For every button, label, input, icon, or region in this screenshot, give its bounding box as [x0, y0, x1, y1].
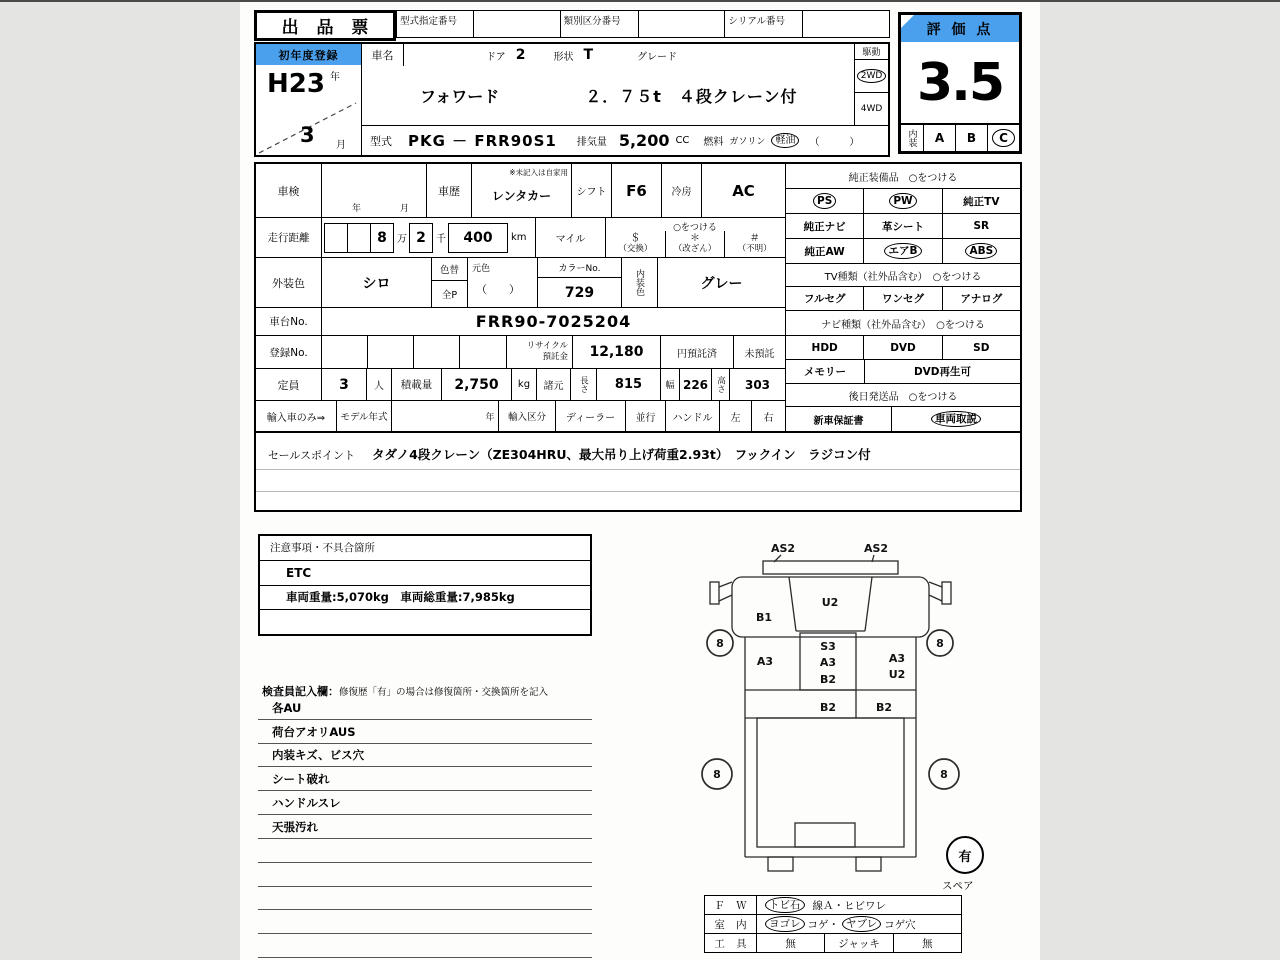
history-label: 車歴 — [427, 164, 472, 217]
inspector-item: ハンドルスレ — [258, 791, 592, 815]
room-label: 室 内 — [705, 915, 757, 933]
height-label: 高さ — [712, 369, 730, 400]
fw-content — [757, 896, 961, 914]
genuine-tv-item: 純正TV — [963, 195, 1000, 208]
band-mark-b2-right: B2 — [875, 701, 893, 714]
dvd-item: DVD — [864, 336, 942, 359]
original-color-cell — [468, 258, 538, 307]
corner-triangle-decoration — [901, 15, 914, 28]
model-designation-field — [474, 10, 561, 38]
mark-unknown-sign: ＃ — [749, 233, 760, 245]
model-year-unit: 年 — [485, 412, 495, 423]
mileage-digits-rest: 400 — [448, 223, 508, 253]
condition-table — [704, 895, 962, 953]
capacity-value: 3 — [322, 369, 367, 400]
vehicle-name-label: 車名 — [362, 44, 404, 66]
model-value: PKG － FRR90S1 — [408, 132, 557, 150]
import-dealer-option: ディーラー — [556, 401, 626, 431]
pw-item-selected: PW — [864, 189, 942, 213]
registration-no-box — [322, 336, 368, 368]
grade-b: B — [955, 125, 987, 151]
score-header-label: 評 価 点 — [926, 21, 994, 38]
fw-stone-chip-selected: トビ石 — [765, 897, 805, 913]
vehicle-grade-value: ２．７５t ４段クレーン付 — [585, 87, 798, 106]
score-value: 3.5 — [916, 52, 1004, 113]
vehicle-detail-table — [254, 162, 1022, 433]
equipment-row-1 — [786, 189, 1020, 214]
fuel-other-field: （ ） — [809, 137, 860, 148]
drive-2wd-selected — [855, 59, 888, 92]
registration-no-box — [368, 336, 414, 368]
notes-line-empty — [260, 610, 590, 634]
vehicle-name-values-row — [362, 66, 854, 125]
center-mark-b2: B2 — [819, 673, 837, 686]
mileage-unit-sen: 千 — [436, 234, 446, 245]
notes-line-weight: 車両重量:5,070kg 車両総重量:7,985kg — [260, 586, 590, 611]
cab-mark-b1: B1 — [755, 611, 773, 624]
registration-no-label: 登録No. — [256, 336, 322, 368]
inspector-item-empty — [258, 863, 592, 887]
inspection-year-unit: 年 — [352, 204, 362, 214]
genuine-equipment-header-row — [786, 164, 1020, 189]
inspector-item-empty — [258, 887, 592, 911]
mileage-empty-box — [324, 223, 348, 253]
mileage-km-unit: km — [511, 232, 527, 243]
recycle-deposited-label: 円預託済 — [661, 336, 734, 368]
spare-tire-label: スペア — [942, 880, 974, 892]
color-no-value: 729 — [564, 284, 595, 301]
registration-year-unit: 年 — [330, 72, 340, 83]
first-registration-body — [256, 65, 361, 155]
analog-item: アナログ — [960, 293, 1003, 305]
color-change-cell — [432, 258, 468, 307]
displacement-value: 5,200 — [618, 131, 670, 150]
room-burn-hole-label: コゲ穴 — [884, 918, 916, 931]
registration-no-box — [414, 336, 460, 368]
interior-color-value: グレー — [700, 275, 743, 292]
mark-unknown-label: （不明） — [737, 243, 772, 254]
later-shipping-header: 後日発送品 ○をつける — [848, 391, 958, 403]
interior-grade-label: 内装 — [906, 129, 917, 147]
genuine-aw-item: 純正AW — [786, 239, 864, 263]
capacity-row — [256, 369, 785, 401]
inspector-item-empty — [258, 839, 592, 863]
inspector-subtitle: 修復歴「有」の場合は修復箇所・交換箇所を記入 — [339, 687, 549, 698]
rear-left-wheel-mark: 8 — [713, 768, 721, 781]
load-unit: kg — [512, 369, 537, 400]
fw-crack-detail: 線Ａ・ヒビワレ — [812, 899, 886, 912]
registration-no-box — [460, 336, 507, 368]
color-no-label: カラーNo. — [538, 258, 621, 278]
equipment-row-3 — [786, 239, 1020, 264]
history-value: レンタカー — [491, 189, 552, 203]
displacement-unit: CC — [675, 135, 690, 146]
chassis-no-label: 車台No. — [256, 308, 322, 335]
import-row — [256, 401, 785, 431]
equipment-row-2 — [786, 214, 1020, 239]
airbag-item-selected: エアB — [864, 239, 942, 263]
leather-seat-item: 革シート — [864, 214, 942, 238]
mark-exchange — [606, 231, 666, 257]
sales-point-section — [254, 431, 1022, 512]
memory-item: メモリー — [786, 360, 865, 383]
room-row — [705, 915, 961, 934]
first-registration-column — [256, 44, 362, 155]
band-mark-b2-left: B2 — [819, 701, 837, 714]
evaluation-score-box — [898, 12, 1022, 154]
full-seg-item: フルセグ — [786, 287, 864, 310]
center-mark-a3: A3 — [819, 656, 837, 669]
mirror-mark-right: AS2 — [863, 542, 889, 555]
exterior-color-label: 外装色 — [256, 258, 322, 307]
inspection-date-field — [322, 164, 427, 217]
inspection-label: 車検 — [256, 164, 322, 217]
drive-label: 駆動 — [862, 48, 881, 58]
drive-type-column — [854, 44, 888, 125]
load-label: 積載量 — [392, 369, 442, 400]
all-paint-label: 全P — [441, 290, 458, 301]
classification-label: 類別区分番号 — [561, 10, 639, 38]
sales-point-value: タダノ4段クレーン（ZE304HRU、最大吊り上げ荷重2.93t） フックイン ラジコン付 — [372, 447, 871, 462]
front-left-wheel-mark: 8 — [716, 637, 724, 650]
navi-type-row — [786, 336, 1020, 360]
recycle-not-deposited-label: 未預託 — [744, 348, 775, 360]
mileage-mark-section — [606, 218, 784, 257]
mirror-mark-left: AS2 — [770, 542, 796, 555]
inspector-item-empty — [258, 910, 592, 934]
width-label: 幅 — [661, 369, 680, 400]
model-code-row — [362, 125, 888, 155]
serial-number-field — [803, 10, 890, 38]
tool-row — [705, 934, 961, 952]
color-change-label: 色替 — [432, 258, 467, 281]
model-designation-label: 型式指定番号 — [396, 10, 474, 38]
color-row — [256, 258, 785, 308]
mileage-unit-man: 万 — [397, 234, 407, 245]
shift-label: シフト — [572, 164, 612, 217]
sales-rule-line — [256, 469, 1020, 470]
cab-mark-u2: U2 — [821, 596, 839, 609]
mile-label: マイル — [536, 218, 606, 257]
genuine-navi-item: 純正ナビ — [786, 214, 864, 238]
handle-label: ハンドル — [666, 401, 720, 431]
mileage-label: 走行距離 — [256, 218, 322, 257]
sd-item: SD — [973, 341, 990, 354]
side-mark-a3-right: A3 — [888, 652, 906, 665]
exterior-color-value: シロ — [322, 258, 432, 307]
history-field — [472, 164, 572, 217]
displacement-label: 排気量 — [576, 137, 607, 148]
fw-row — [705, 896, 961, 915]
length-label: 長さ — [571, 369, 597, 400]
sunroof-item: SR — [973, 220, 990, 232]
tv-type-row — [786, 287, 1020, 311]
drive-2wd-circle-mark: 2WD — [857, 69, 887, 83]
vehicle-manual-selected: 車両取説 — [892, 407, 1020, 431]
chassis-row — [256, 308, 785, 336]
mark-unknown — [725, 231, 784, 257]
hdd-item: HDD — [786, 336, 864, 359]
later-shipping-header-row — [786, 384, 1020, 407]
page-title: 出 品 票 — [281, 18, 375, 38]
tv-type-header: TV種類（社外品含む） ○をつける — [824, 271, 982, 283]
mark-exchange-sign: ＄ — [630, 233, 641, 245]
navi-type-header: ナビ種類（社外品含む） ○をつける — [821, 319, 985, 331]
equipment-panel — [785, 164, 1020, 431]
mark-altered-label: （改ざん） — [673, 243, 717, 254]
vehicle-damage-diagram — [688, 527, 973, 892]
registration-year: H23 — [267, 69, 325, 99]
drive-4wd: 4WD — [855, 92, 888, 125]
handle-right-option: 右 — [763, 412, 774, 424]
fuel-diesel-selected: 軽油 — [771, 133, 799, 149]
tool-jack-label: ジャッキ — [825, 934, 893, 952]
sales-rule-line — [256, 491, 1020, 492]
inspector-lines — [258, 696, 592, 958]
registration-month: 3 — [300, 123, 315, 147]
notes-line-etc: ETC — [260, 561, 590, 586]
recycle-deposit-value: 12,180 — [573, 336, 661, 368]
ps-item-selected: PS — [786, 189, 864, 213]
mark-exchange-label: （交換） — [618, 243, 653, 254]
shape-label: 形状 — [553, 51, 574, 63]
door-value: 2 — [515, 47, 526, 63]
mileage-empty-box — [347, 223, 371, 253]
shift-value: F6 — [612, 164, 662, 217]
fw-label: Ｆ Ｗ — [705, 896, 757, 914]
original-color-label: 元色 — [472, 264, 491, 274]
auction-sheet-title-box — [254, 10, 396, 41]
genuine-equipment-header: 純正装備品 ○をつける — [848, 172, 958, 184]
detail-table-left — [256, 164, 785, 431]
inspector-item: 荷台アオリAUS — [258, 720, 592, 744]
capacity-unit: 人 — [367, 369, 392, 400]
mileage-digit-sen: 2 — [409, 223, 433, 253]
length-value: 815 — [597, 369, 661, 400]
inspection-month-unit: 月 — [400, 204, 410, 214]
notes-title: 注意事項・不具合箇所 — [260, 536, 590, 561]
fuel-label: 燃料 — [703, 137, 724, 148]
mileage-digit-man: 8 — [370, 223, 394, 253]
inspector-item: シート破れ — [258, 767, 592, 791]
notes-defects-box — [258, 534, 592, 636]
inspector-item: 内装キズ、ビス穴 — [258, 744, 592, 768]
room-tear-selected: ヤブレ — [842, 916, 881, 932]
inspector-title: 検査員記入欄： — [262, 685, 339, 698]
model-label: 型式 — [370, 134, 392, 148]
recycle-deposit-label: リサイクル 預託金 — [507, 336, 573, 368]
original-color-field: （ ） — [476, 283, 520, 296]
side-mark-u2-right: U2 — [888, 668, 906, 681]
new-car-warranty-item: 新車保証書 — [786, 407, 892, 431]
mark-altered-sign: ＊ — [690, 233, 700, 245]
mileage-row — [256, 218, 785, 258]
door-label: ドア — [486, 51, 506, 63]
inspector-item: 天張汚れ — [258, 815, 592, 839]
front-right-wheel-mark: 8 — [936, 637, 944, 650]
dvd-playable-item: DVD再生可 — [913, 366, 972, 378]
cooling-label: 冷房 — [662, 164, 702, 217]
first-registration-header: 初年度登録 — [256, 44, 361, 65]
registration-no-row — [256, 336, 785, 369]
serial-number-label: シリアル番号 — [725, 10, 803, 38]
registration-month-unit: 月 — [336, 140, 346, 151]
tool-jack-none-value: 無 — [922, 937, 933, 950]
chassis-no-value: FRR90-7025204 — [475, 312, 632, 331]
memory-row — [786, 360, 1020, 384]
score-header — [901, 15, 1019, 42]
import-parallel-option: 並行 — [626, 401, 666, 431]
inspection-row — [256, 164, 785, 218]
tool-label: 工 具 — [705, 934, 757, 952]
sales-point-label: セールスポイント — [268, 449, 356, 462]
history-note: ※未記入は自家用 — [509, 168, 568, 177]
header-number-fields — [396, 10, 890, 38]
grade-label: グレード — [637, 51, 678, 63]
model-year-label: モデル年式 — [336, 401, 392, 431]
navi-type-header-row — [786, 311, 1020, 336]
vehicle-name-area — [362, 44, 854, 125]
vehicle-info-box — [254, 42, 890, 157]
height-value: 303 — [744, 377, 771, 392]
side-mark-a3-left: A3 — [756, 655, 774, 668]
import-only-label: 輸入車のみ⇒ — [266, 412, 326, 424]
load-value: 2,750 — [442, 369, 512, 400]
center-mark-s3: S3 — [820, 640, 836, 653]
spec-label: 諸元 — [537, 369, 571, 400]
tool-none-value: 無 — [757, 934, 825, 952]
inspector-item: 各AU — [258, 696, 592, 720]
room-burn-label: コゲ・ — [807, 918, 839, 931]
width-value: 226 — [680, 369, 712, 400]
one-seg-item: ワンセグ — [864, 287, 942, 310]
inspector-item-empty — [258, 934, 592, 958]
vehicle-name-labels-row — [362, 44, 854, 66]
handle-left-option: 左 — [720, 401, 752, 431]
capacity-label: 定員 — [256, 369, 322, 400]
tv-type-header-row — [786, 264, 1020, 287]
mileage-digit-boxes — [322, 218, 536, 257]
model-year-field — [392, 401, 482, 431]
shape-value: T — [583, 47, 594, 63]
room-content — [757, 915, 961, 933]
vehicle-info-right — [362, 44, 888, 155]
interior-color-label: 内装色 — [622, 258, 658, 307]
mark-altered — [666, 231, 726, 257]
warranty-row — [786, 407, 1020, 431]
cooling-value: AC — [732, 181, 755, 200]
import-class-label: 輸入区分 — [498, 401, 556, 431]
spare-tire-mark: 有 — [946, 836, 984, 874]
grade-c-selected — [987, 125, 1019, 151]
rear-right-wheel-mark: 8 — [940, 768, 948, 781]
color-no-cell — [538, 258, 622, 307]
grade-c-circle-mark: C — [992, 129, 1015, 147]
circle-instruction: ○をつける — [673, 223, 717, 233]
mileage-marks-row — [606, 231, 784, 257]
room-dirt-selected: ヨゴレ — [765, 916, 805, 932]
fuel-gasoline-option: ガソリン — [729, 137, 766, 147]
vehicle-name-value: フォワード — [420, 87, 500, 106]
grade-a: A — [923, 125, 955, 151]
interior-grade-row — [901, 123, 1019, 151]
classification-field — [639, 10, 726, 38]
abs-item-selected: ABS — [943, 239, 1020, 263]
